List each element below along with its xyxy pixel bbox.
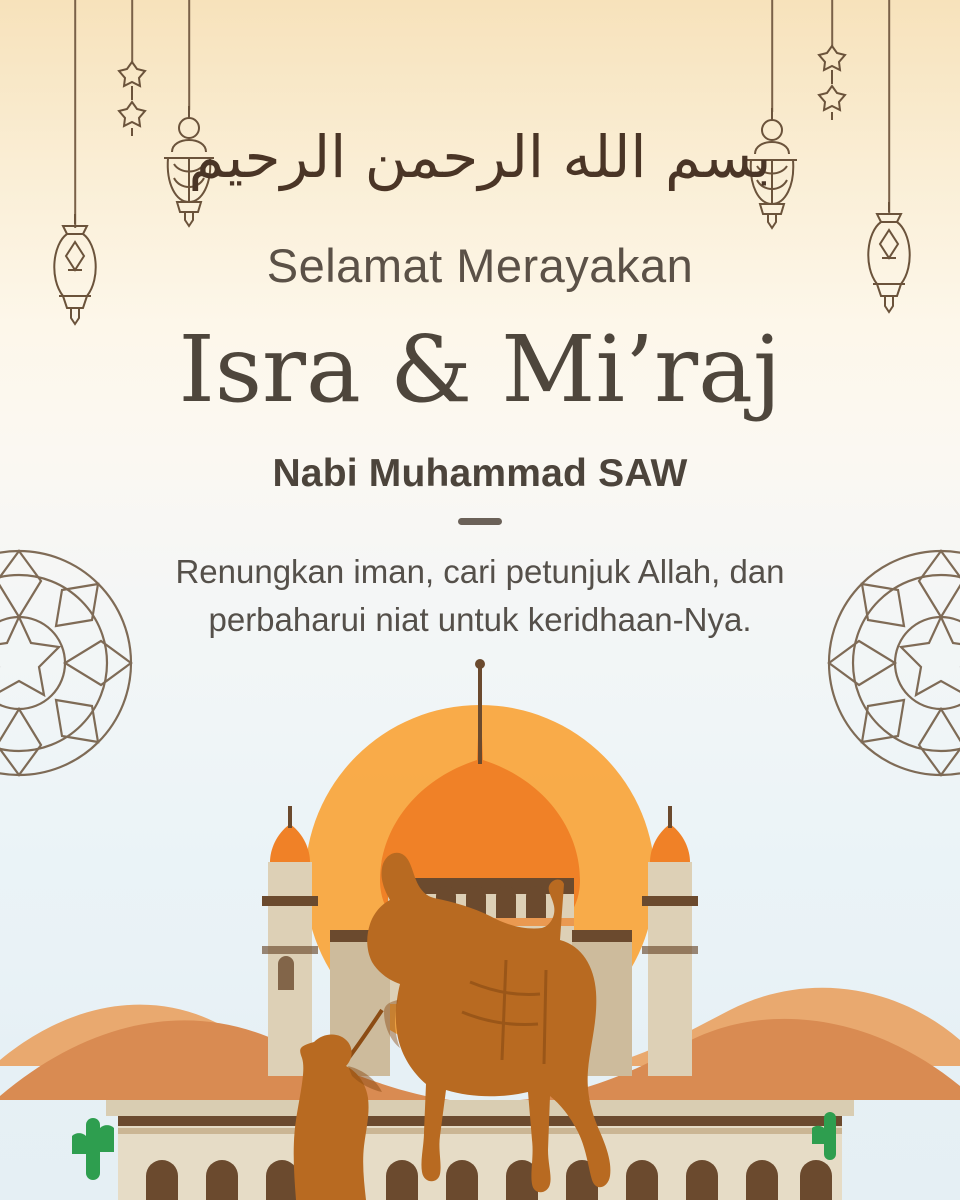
tagline-line-2: perbaharui niat untuk keridhaan-Nya. [208,600,752,638]
tagline-line-1: Renungkan iman, cari petunjuk Allah, dan [175,553,785,590]
greeting-text: Selamat Merayakan [266,239,694,292]
page-title: Isra & Mi’raj [178,316,782,423]
subtitle-text: Nabi Muhammad SAW [272,452,688,495]
bismillah-calligraphy: بسم الله الرحمن الرحيم [188,123,772,191]
